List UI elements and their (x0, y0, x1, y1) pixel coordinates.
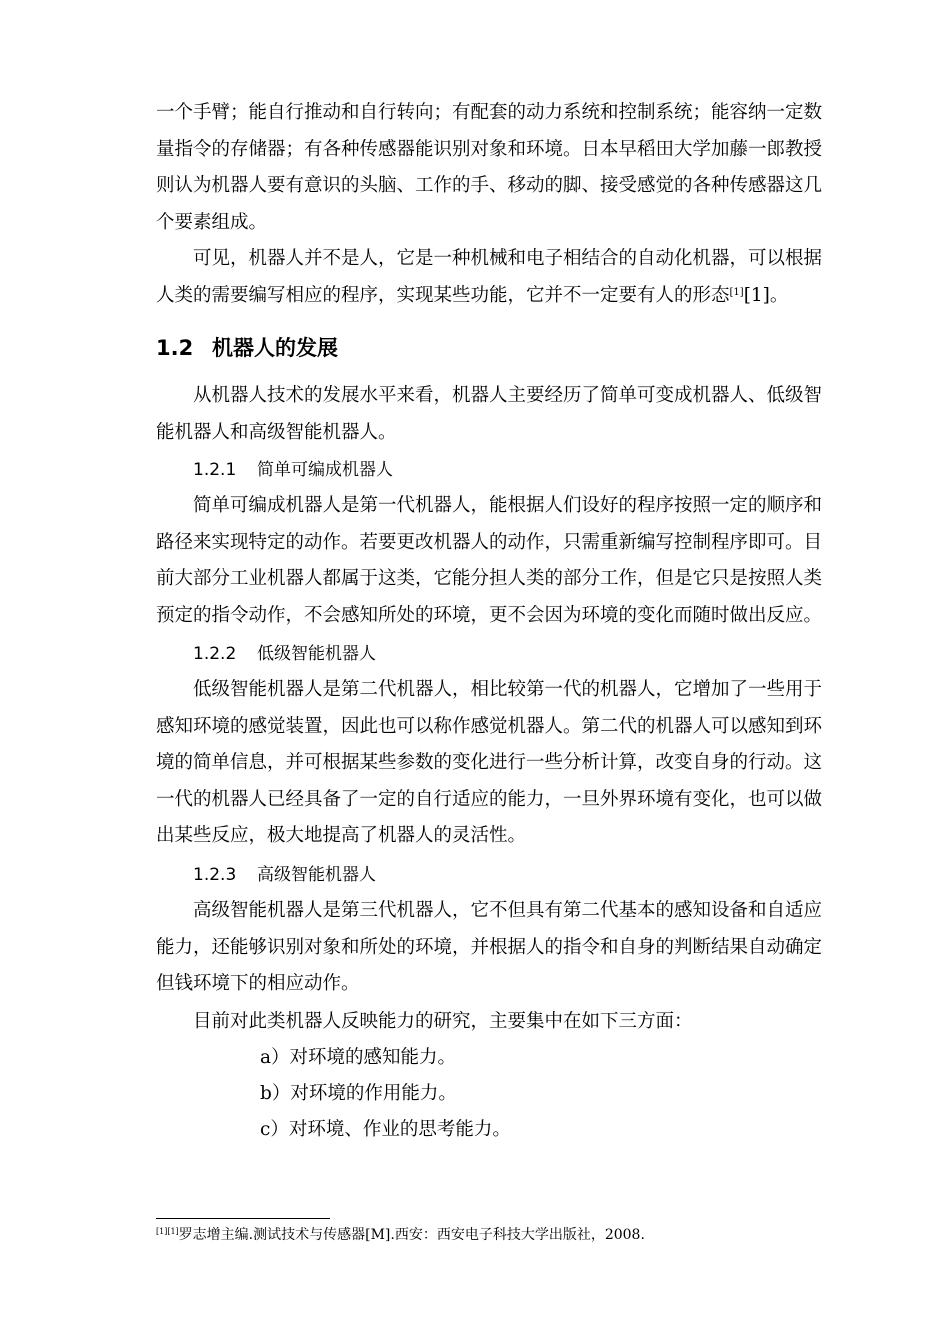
text-line: 一个手臂；能自行推动和自行转向；有配套的动力系统和控制系统；能容纳一定数 (156, 102, 823, 123)
footnote-number: [1][1] (156, 1227, 179, 1236)
citation-reference: [1]。 (743, 284, 789, 306)
text-line: 低级智能机器人是第二代机器人，相比较第一代的机器人，它增加了一些用于 (193, 679, 823, 700)
paragraph-first-generation (156, 488, 860, 634)
text-line: 预定的指令动作，不会感知所处的环境，更不会因为环境的变化而随时做出反应。 (156, 604, 823, 626)
text-line: 能力，还能够识别对象和所处的环境，并根据人的指令和自身的判断结果自动确定 (156, 936, 823, 958)
list-item: c）对环境、作业的思考能力。 (260, 1119, 511, 1140)
subsection-heading-1-2-1 (193, 452, 393, 488)
section-number: 1.2 (156, 336, 194, 360)
subsection-title: 高级智能机器人 (257, 865, 376, 885)
text-line: 前大部分工业机器人都属于这类，它能分担人类的部分工作，但是它只是按照人类 (156, 568, 823, 589)
paragraph-conclusion (156, 241, 860, 314)
text-line: 感知环境的感觉装置，因此也可以称作感觉机器人。第二代的机器人可以感知到环 (156, 715, 823, 737)
subsection-number: 1.2.1 (193, 460, 237, 480)
text-line: 从机器人技术的发展水平来看，机器人主要经历了简单可变成机器人、低级智 (193, 385, 823, 406)
text-line: 但钱环境下的相应动作。 (156, 973, 360, 994)
text-line: 境的简单信息，并可根据某些参数的变化进行一些分析计算，改变自身的行动。这 (156, 752, 823, 773)
paragraph-robot-definition (156, 95, 860, 241)
text-line: 一代的机器人已经具备了一定的自行适应的能力，一旦外界环境有变化，也可以做 (156, 788, 823, 810)
paragraph-research-intro (156, 1004, 860, 1041)
text-line: 简单可编成机器人是第一代机器人，能根据人们设好的程序按照一定的顺序和 (193, 495, 823, 516)
text-line-with-citation (156, 278, 860, 315)
section-title: 机器人的发展 (212, 336, 338, 360)
section-heading-1-2 (156, 330, 338, 366)
text-line: 路径来实现特定的动作。若要更改机器人的动作，只需重新编写控制程序即可。目 (156, 531, 823, 553)
text-line: 目前对此类机器人反映能力的研究，主要集中在如下三方面： (193, 1011, 693, 1032)
paragraph-third-generation (156, 893, 860, 1003)
subsection-heading-1-2-3 (193, 857, 376, 893)
text-line: 能机器人和高级智能机器人。 (156, 421, 397, 443)
paragraph-development-intro (156, 378, 860, 451)
subsection-title: 低级智能机器人 (257, 644, 376, 664)
paragraph-second-generation (156, 672, 860, 855)
subsection-heading-1-2-2 (193, 636, 376, 672)
text-segment: 人类的需要编写相应的程序，实现某些功能，它并不一定要有人的形态 (156, 284, 730, 306)
subsection-number: 1.2.3 (193, 865, 237, 885)
text-line: 个要素组成。 (156, 211, 268, 233)
text-line: 可见，机器人并不是人，它是一种机械和电子相结合的自动化机器，可以根据 (193, 248, 823, 269)
text-line: 出某些反应，极大地提高了机器人的灵活性。 (156, 825, 527, 846)
text-line: 量指令的存储器；有各种传感器能识别对象和环境。日本早稻田大学加藤一郎教授 (156, 138, 823, 160)
footnote-marker[interactable]: [1] (729, 286, 744, 298)
footnote-text: 罗志增主编.测试技术与传感器[M].西安：西安电子科技大学出版社，2008. (178, 1227, 645, 1243)
text-line: 高级智能机器人是第三代机器人，它不但具有第二代基本的感知设备和自适应 (193, 900, 823, 921)
subsection-title: 简单可编成机器人 (257, 460, 393, 480)
list-item: b）对环境的作用能力。 (260, 1083, 457, 1104)
footnote-separator (156, 1218, 330, 1219)
list-item: a）对环境的感知能力。 (260, 1047, 457, 1068)
text-line: 则认为机器人要有意识的头脑、工作的手、移动的脚、接受感觉的各种传感器这几 (156, 175, 823, 196)
subsection-number: 1.2.2 (193, 644, 237, 664)
footnote (156, 1224, 645, 1246)
